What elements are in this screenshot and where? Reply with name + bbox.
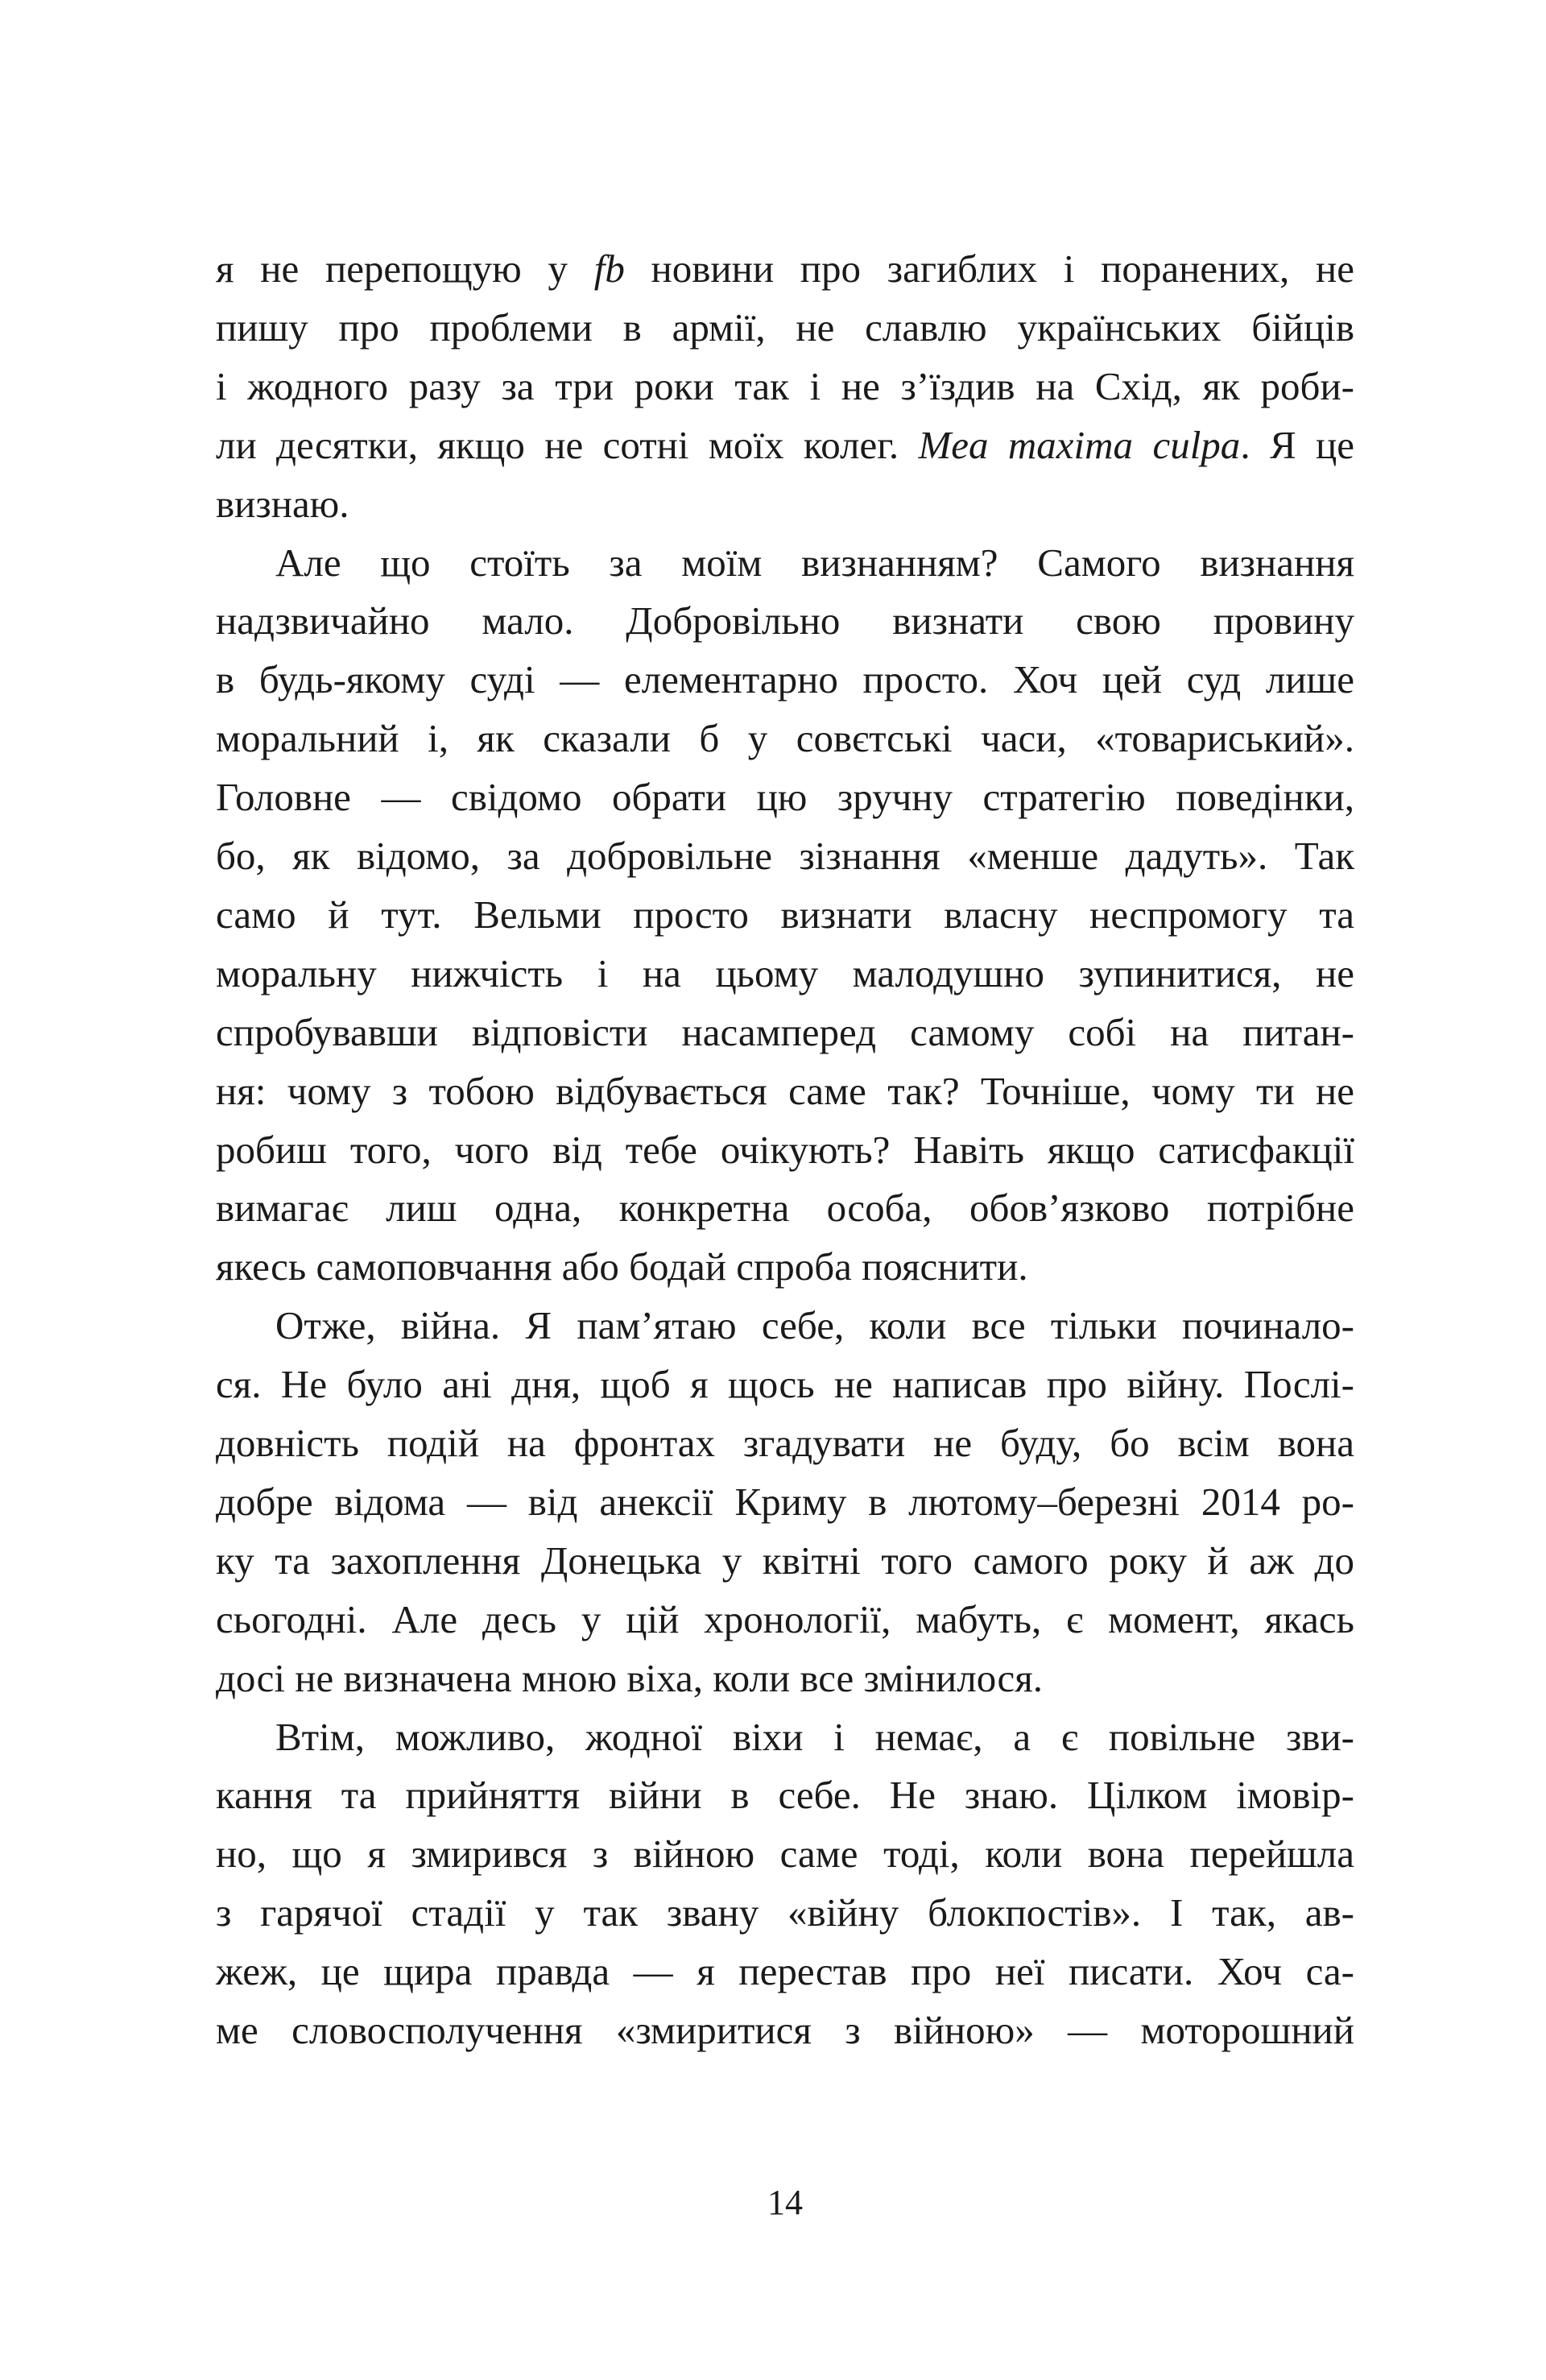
text-run: новини про загиблих і поранених, не xyxy=(624,246,1354,291)
text-line xyxy=(216,245,1354,293)
italic-phrase: fb xyxy=(593,246,625,291)
text-run: Але що стоїть за моїм визнанням? Самого визнання xyxy=(275,540,1354,585)
text-run: в будь-якому суді — елементарно просто. Хоч цей суд лише xyxy=(216,657,1354,702)
text-run: якесь самоповчання або бодай спроба пояснити. xyxy=(216,1244,1028,1289)
text-line xyxy=(216,597,1354,645)
text-line xyxy=(216,891,1354,939)
text-run: надзвичайно мало. Добровільно визнати свою провину xyxy=(216,598,1354,644)
text-line xyxy=(216,773,1354,822)
text-run: ку та захоплення Донецька у квітні того самого року й аж до xyxy=(216,1538,1354,1583)
text-run: добре відома — від анексії Криму в лютому–березні 2014 ро- xyxy=(216,1479,1354,1524)
text-line xyxy=(216,1360,1354,1409)
text-run: моральний і, як сказали б у совєтські часи, «товариський». xyxy=(216,716,1354,761)
text-line xyxy=(216,1067,1354,1115)
text-line xyxy=(216,1771,1354,1819)
text-run: досі не визначена мною віха, коли все змінилося. xyxy=(216,1655,1043,1700)
italic-phrase: Mea maxima culpa xyxy=(918,422,1241,467)
text-run: бо, як відомо, за добровільне зізнання «менше дадуть». Так xyxy=(216,834,1354,878)
text-line xyxy=(216,421,1354,470)
text-run: Втім, можливо, жодної віхи і немає, а є повільне зви- xyxy=(275,1714,1354,1759)
text-run: ся. Не було ані дня, щоб я щось не написав про війну. Послі- xyxy=(216,1362,1354,1407)
text-run: ня: чому з тобою відбувається саме так? Точніше, чому ти не xyxy=(216,1068,1354,1113)
text-line xyxy=(216,1654,1354,1703)
text-line xyxy=(216,480,1354,528)
text-line xyxy=(216,1126,1354,1174)
text-line xyxy=(275,1713,1354,1761)
text-run: Отже, війна. Я пам’ятаю себе, коли все тільки починало- xyxy=(275,1303,1354,1348)
text-run: пишу про проблеми в армії, не славлю українських бійців xyxy=(216,304,1354,350)
text-run: . Я це xyxy=(1240,422,1354,467)
text-run: робиш того, чого від тебе очікують? Навіть якщо сатисфакції xyxy=(216,1127,1354,1172)
page-number: 14 xyxy=(767,2183,803,2222)
text-run: само й тут. Вельми просто визнати власну неспромогу та xyxy=(216,892,1354,937)
text-line xyxy=(216,304,1354,352)
text-line xyxy=(216,1184,1354,1232)
text-run: но, що я змирився з війною саме тоді, коли вона перейшла xyxy=(216,1832,1354,1877)
text-line xyxy=(216,656,1354,704)
text-run: моральну нижчість і на цьому малодушно зупинитися, не xyxy=(216,950,1354,995)
text-line xyxy=(216,1596,1354,1644)
text-line xyxy=(216,714,1354,763)
text-run: вимагає лиш одна, конкретна особа, обов’язково потрібне xyxy=(216,1186,1354,1231)
text-line xyxy=(216,1243,1354,1291)
text-line xyxy=(216,1947,1354,1996)
text-line xyxy=(216,1830,1354,1878)
text-line xyxy=(216,950,1354,998)
text-line xyxy=(216,1008,1354,1057)
text-run: жеж, це щира правда — я перестав про неї писати. Хоч са- xyxy=(216,1949,1354,1994)
text-line xyxy=(216,1478,1354,1526)
text-line xyxy=(216,832,1354,880)
text-run: довність подій на фронтах згадувати не буду, бо всім вона xyxy=(216,1421,1354,1465)
text-run: з гарячої стадії у так звану «війну блокпостів». І так, ав- xyxy=(216,1890,1354,1935)
text-run: спробувавши відповісти насамперед самому собі на питан- xyxy=(216,1009,1354,1054)
text-line xyxy=(216,1537,1354,1585)
text-run: я не перепощую у xyxy=(216,246,594,291)
text-run: сьогодні. Але десь у цій хронології, мабуть, є момент, якась xyxy=(216,1596,1354,1641)
text-run: Головне — свідомо обрати цю зручну стратегію поведінки, xyxy=(216,775,1354,820)
text-line xyxy=(275,1302,1354,1350)
text-line xyxy=(216,1889,1354,1937)
text-line xyxy=(275,539,1354,587)
text-run: кання та прийняття війни в себе. Не знаю. Цілком імовір- xyxy=(216,1773,1354,1818)
text-line xyxy=(216,362,1354,411)
text-run: визнаю. xyxy=(216,481,349,526)
text-run: і жодного разу за три роки так і не з’їздив на Схід, як роби- xyxy=(216,363,1354,408)
text-line xyxy=(216,2006,1354,2055)
text-run: ме словосполучення «змиритися з війною» — моторошний xyxy=(216,2008,1354,2052)
text-run: ли десятки, якщо не сотні моїх колег. xyxy=(216,422,919,467)
text-line xyxy=(216,1419,1354,1467)
